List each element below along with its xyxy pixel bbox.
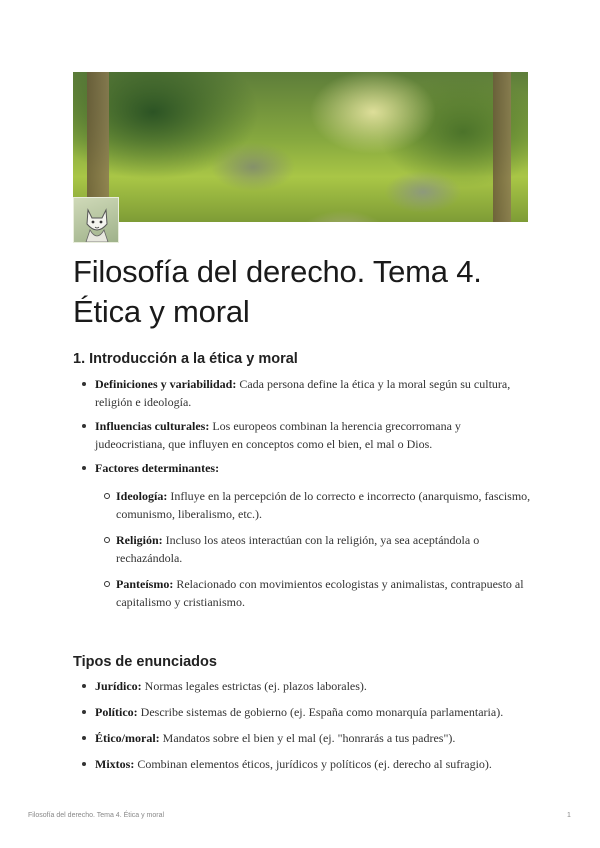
page-title: Filosofía del derecho. Tema 4. Ética y moral	[73, 254, 482, 329]
item-text: Normas legales estrictas (ej. plazos laborales).	[141, 679, 367, 693]
list-item	[73, 375, 533, 411]
list-item	[73, 703, 533, 721]
item-label: Factores determinantes:	[95, 461, 220, 475]
list-item	[73, 459, 533, 611]
item-label: Definiciones y variabilidad:	[95, 377, 237, 391]
cat-avatar-icon	[73, 197, 119, 243]
item-label: Influencias culturales:	[95, 419, 210, 433]
list-item	[73, 755, 533, 773]
subitem-label: Ideología:	[116, 489, 168, 503]
subitem-label: Panteísmo:	[116, 577, 174, 591]
item-text: Cada persona define la ética y la moral según su cultura, religión e ideología.	[95, 377, 511, 409]
section-heading-types: Tipos de enunciados	[73, 654, 217, 670]
item-label: Político:	[95, 705, 138, 719]
list-item	[73, 677, 533, 695]
list-item	[73, 729, 533, 747]
tree-trunk-right	[493, 72, 511, 222]
item-text: Mandatos sobre el bien y el mal (ej. "honrarás a tus padres").	[159, 731, 456, 745]
statement-types-list	[73, 677, 533, 773]
item-text: Combinan elementos éticos, jurídicos y políticos (ej. derecho al sufragio).	[134, 757, 492, 771]
footer-doc-title: Filosofía del derecho. Tema 4. Ética y moral	[28, 812, 165, 819]
factors-sublist	[95, 487, 533, 611]
item-label: Mixtos:	[95, 757, 135, 771]
item-label: Ético/moral:	[95, 731, 160, 745]
item-text: Los europeos combinan la herencia grecorromana y judeocristiana, que influyen en conceptos como el bien, el mal o Dios.	[95, 419, 461, 451]
subitem-text: Influye en la percepción de lo correcto e incorrecto (anarquismo, fascismo, comunismo, liberalismo, etc.).	[116, 489, 531, 521]
item-text: Describe sistemas de gobierno (ej. España como monarquía parlamentaria).	[137, 705, 504, 719]
sublist-item	[95, 487, 533, 523]
section-heading-intro: 1. Introducción a la ética y moral	[73, 351, 298, 367]
sublist-item	[95, 575, 533, 611]
list-item	[73, 417, 533, 453]
sublist-item	[95, 531, 533, 567]
subitem-label: Religión:	[116, 533, 163, 547]
subitem-text: Relacionado con movimientos ecologistas y animalistas, contrapuesto al capitalismo y cristianismo.	[116, 577, 524, 609]
item-label: Jurídico:	[95, 679, 142, 693]
intro-list	[73, 375, 533, 611]
footer-page-number: 1	[567, 812, 571, 819]
cover-banner-image	[73, 72, 528, 222]
subitem-text: Incluso los ateos interactúan con la religión, ya sea aceptándola o rechazándola.	[116, 533, 480, 565]
